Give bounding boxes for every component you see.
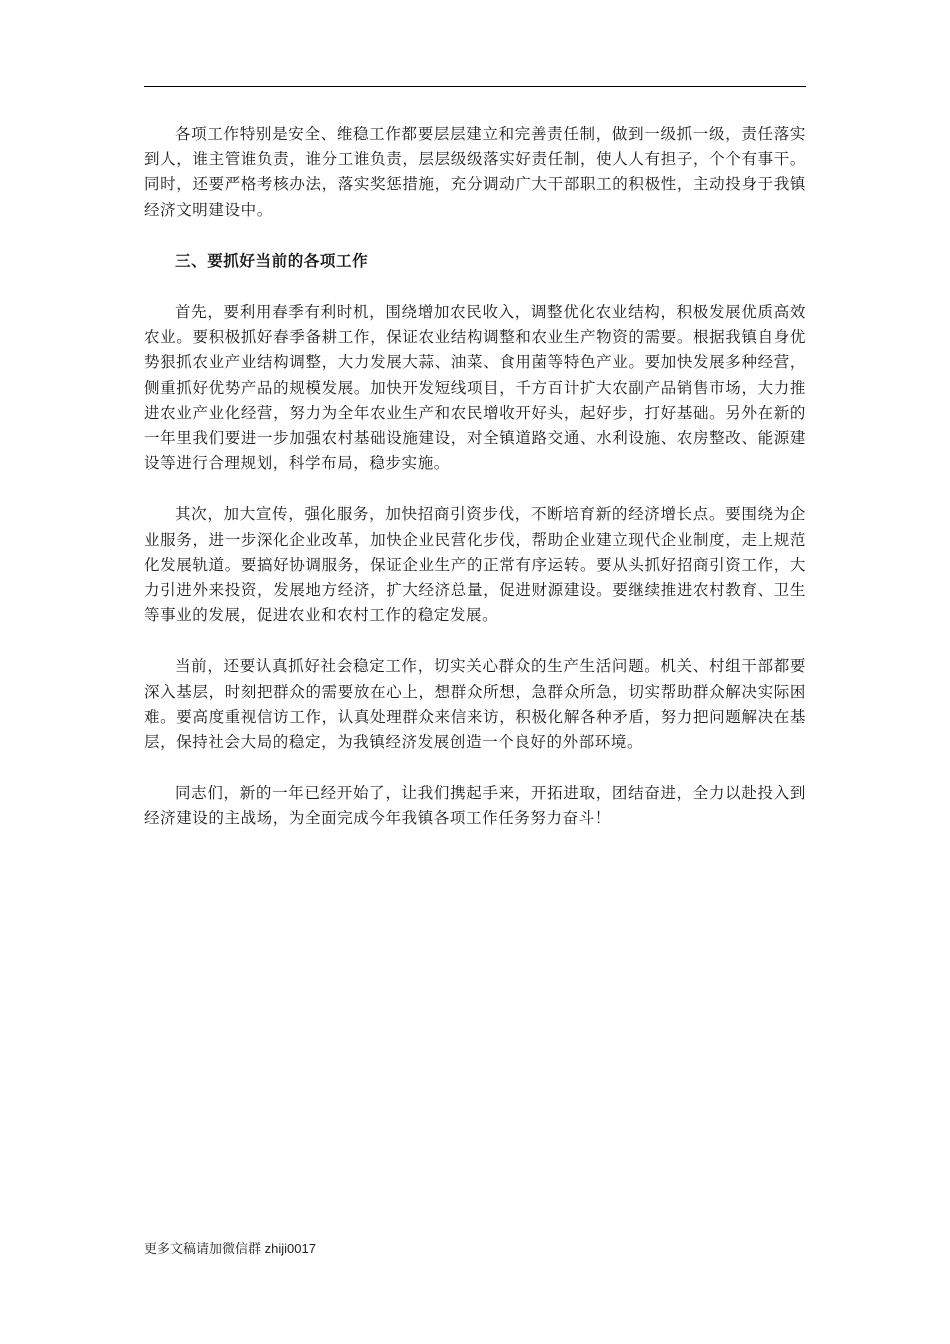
- paragraph-responsibility: 各项工作特别是安全、维稳工作都要层层建立和完善责任制，做到一级抓一级，责任落实到人，谁主管谁负责，谁分工谁负责，层层级级落实好责任制，使人人有担子，个个有事干。同时，还要严格考核办法，落实奖惩措施，充分调动广大干部职工的积极性，主动投身于我镇经济文明建设中。: [144, 125, 806, 219]
- section-heading-3: 三、要抓好当前的各项工作: [175, 251, 369, 270]
- header-rule: [144, 86, 806, 87]
- paragraph-stability: 当前，还要认真抓好社会稳定工作，切实关心群众的生产生活问题。机关、村组干部都要深入基层，时刻把群众的需要放在心上，想群众所想，急群众所急，切实帮助群众解决实际困难。要高度重视信访工作，认真处理群众来信来访，积极化解各种矛盾，努力把问题解决在基层，保持社会大局的稳定，为我镇经济发展创造一个良好的外部环境。: [144, 657, 806, 752]
- footer-note: 更多文稿请加微信群 zhiji0017: [144, 1241, 316, 1256]
- paragraph-closing: 同志们，新的一年已经开始了，让我们携起手来，开拓进取，团结奋进，全力以赴投入到经济建设的主战场，为全面完成今年我镇各项工作任务努力奋斗！: [144, 784, 806, 828]
- paragraph-investment: 其次，加大宣传，强化服务，加快招商引资步伐，不断培育新的经济增长点。要围绕为企业服务，进一步深化企业改革，加快企业民营化步伐，帮助企业建立现代企业制度，走上规范化发展轨道。要搞好协调服务，保证企业生产的正常有序运转。要从头抓好招商引资工作，大力引进外来投资，发展地方经济，扩大经济总量，促进财源建设。要继续推进农村教育、卫生等事业的发展，促进农业和农村工作的稳定发展。: [144, 505, 806, 625]
- document-body: [144, 122, 806, 858]
- paragraph-agriculture: 首先，要利用春季有利时机，围绕增加农民收入，调整优化农业结构，积极发展优质高效农业。要积极抓好春季备耕工作，保证农业结构调整和农业生产物资的需要。根据我镇自身优势狠抓农业产业结构调整，大力发展大蒜、油菜、食用菌等特色产业。要加快发展多种经营，侧重抓好优势产品的规模发展。加快开发短线项目，千方百计扩大农副产品销售市场，大力推进农业产业化经营，努力为全年农业生产和农民增收开好头，起好步，打好基础。另外在新的一年里我们要进一步加强农村基础设施建设，对全镇道路交通、水利设施、农房整改、能源建设等进行合理规划，科学布局，稳步实施。: [144, 303, 806, 473]
